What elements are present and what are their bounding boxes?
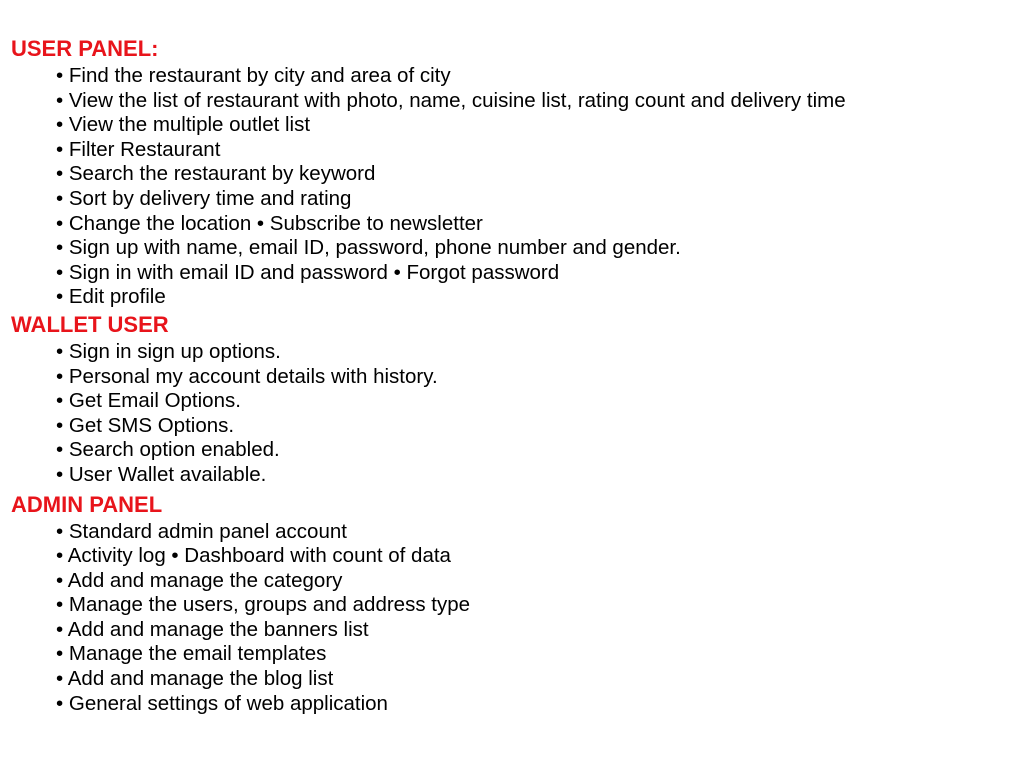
list-item: • User Wallet available.: [56, 462, 267, 486]
list-item: • Get SMS Options.: [56, 413, 235, 437]
list-item: • Add and manage the banners list: [56, 617, 369, 641]
wallet-user-section: [11, 310, 1011, 488]
list-item: • Personal my account details with history.: [56, 364, 438, 388]
section-title-wallet-user: WALLET USER: [11, 311, 169, 337]
user-panel-section: [11, 34, 1011, 310]
list-item: • Filter Restaurant: [56, 137, 221, 161]
list-item: • Change the location • Subscribe to newsletter: [56, 211, 483, 235]
list-item: • View the multiple outlet list: [56, 113, 311, 137]
list-item: • Edit profile: [56, 285, 166, 309]
slide-content: [11, 34, 1011, 716]
list-item: • Find the restaurant by city and area of city: [56, 64, 451, 87]
list-item: • Add and manage the blog list: [56, 667, 334, 691]
list-item: • Sort by delivery time and rating: [56, 186, 352, 210]
list-item: • Activity log • Dashboard with count of data: [56, 544, 451, 568]
wallet-user-list: [11, 340, 1011, 488]
section-title-admin-panel: ADMIN PANEL: [11, 491, 163, 517]
list-item: • Search the restaurant by keyword: [56, 162, 376, 186]
list-item: • Sign up with name, email ID, password, phone number and gender.: [56, 236, 681, 260]
list-item: • Sign in with email ID and password • Forgot password: [56, 260, 560, 284]
list-item: • Search option enabled.: [56, 438, 280, 462]
list-item: • Sign in sign up options.: [56, 339, 281, 363]
list-item: • General settings of web application: [56, 691, 388, 715]
list-item: • Standard admin panel account: [56, 519, 347, 543]
section-title-user-panel: USER PANEL:: [11, 36, 159, 61]
list-item: • View the list of restaurant with photo, name, cuisine list, rating count and delivery time: [56, 88, 846, 112]
admin-panel-list: [11, 520, 1011, 717]
list-item: • Add and manage the category: [56, 568, 343, 592]
user-panel-list: [11, 64, 1011, 310]
list-item: • Manage the email templates: [56, 642, 327, 666]
list-item: • Manage the users, groups and address type: [56, 593, 471, 617]
admin-panel-section: [11, 490, 1011, 717]
list-item: • Get Email Options.: [56, 389, 241, 413]
